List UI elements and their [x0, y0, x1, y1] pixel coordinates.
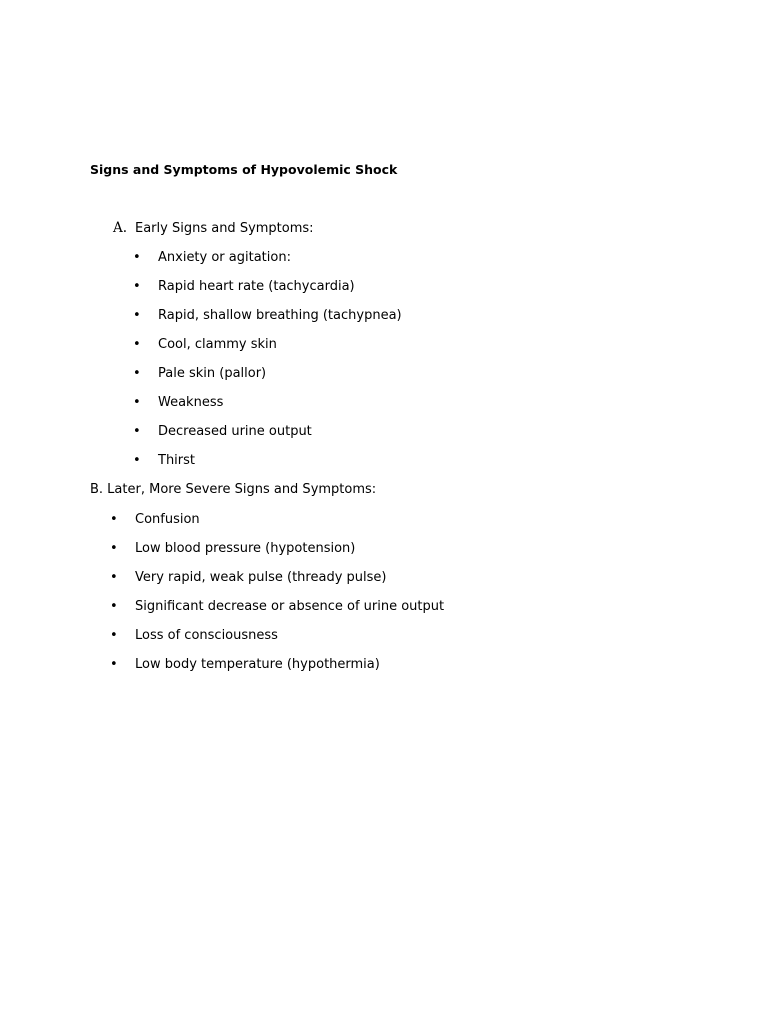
bullet-icon: • [110, 599, 118, 614]
list-item [110, 511, 444, 540]
bullet-icon: • [110, 541, 118, 556]
list-item-text: Pale skin (pallor) [158, 366, 267, 381]
list-item [110, 627, 444, 656]
section-a-heading [113, 220, 314, 236]
bullet-icon: • [133, 366, 141, 381]
list-item [133, 365, 402, 394]
list-item [110, 656, 444, 685]
bullet-icon: • [133, 453, 141, 468]
list-item-text: Very rapid, weak pulse (thready pulse) [135, 570, 387, 585]
section-b-heading: B. Later, More Severe Signs and Symptoms: [90, 482, 377, 497]
bullet-icon: • [110, 512, 118, 527]
list-item-text: Thirst [158, 453, 196, 468]
bullet-icon: • [110, 628, 118, 643]
bullet-icon: • [110, 570, 118, 585]
list-item-text: Rapid heart rate (tachycardia) [158, 279, 355, 294]
list-item [133, 278, 402, 307]
bullet-icon: • [133, 279, 141, 294]
list-item [133, 307, 402, 336]
section-a-heading-text: Early Signs and Symptoms: [135, 221, 314, 236]
bullet-icon: • [133, 250, 141, 265]
list-item-text: Significant decrease or absence of urine output [135, 599, 445, 614]
list-item [133, 452, 402, 481]
list-item [133, 336, 402, 365]
section-a-marker: A. [113, 220, 128, 236]
list-item [133, 249, 402, 278]
bullet-icon: • [133, 337, 141, 352]
list-item-text: Weakness [158, 395, 224, 410]
list-item-text: Low blood pressure (hypotension) [135, 541, 356, 556]
later-signs-list [110, 511, 444, 685]
list-item [133, 423, 402, 452]
list-item-text: Rapid, shallow breathing (tachypnea) [158, 308, 402, 323]
bullet-icon: • [133, 308, 141, 323]
early-signs-list [133, 249, 402, 481]
bullet-icon: • [110, 657, 118, 672]
list-item-text: Cool, clammy skin [158, 337, 277, 352]
list-item [110, 598, 444, 627]
bullet-icon: • [133, 395, 141, 410]
list-item-text: Decreased urine output [158, 424, 312, 439]
list-item [133, 394, 402, 423]
list-item-text: Anxiety or agitation: [158, 250, 291, 265]
document-title: Signs and Symptoms of Hypovolemic Shock [90, 162, 398, 177]
list-item-text: Confusion [135, 512, 200, 527]
list-item-text: Loss of consciousness [135, 628, 278, 643]
list-item-text: Low body temperature (hypothermia) [135, 657, 380, 672]
list-item [110, 569, 444, 598]
bullet-icon: • [133, 424, 141, 439]
list-item [110, 540, 444, 569]
